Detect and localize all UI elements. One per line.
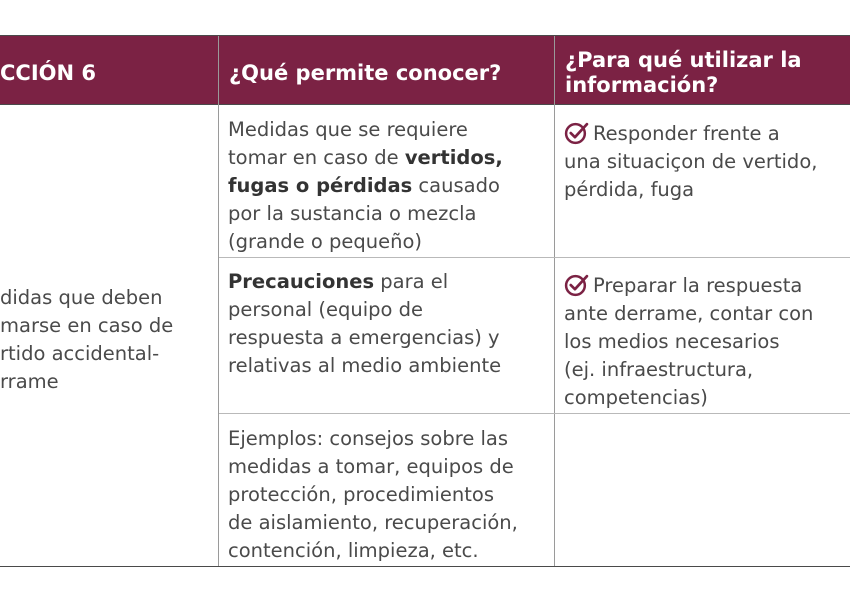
what-cell-line xyxy=(228,172,503,200)
what-cell-line xyxy=(228,481,518,509)
text-segment: de aislamiento, recuperación, xyxy=(228,511,518,534)
what-cell-line xyxy=(228,228,503,256)
what-cell-line xyxy=(228,116,503,144)
header-what-for-label-2: información? xyxy=(565,73,719,97)
text-segment: causado xyxy=(412,174,500,197)
header-what-for-label: ¿Para qué utilizar la xyxy=(565,48,802,72)
left-cell-line: rtido accidental- xyxy=(0,342,160,365)
use-cell-line xyxy=(564,176,817,204)
left-cell-line: rrame xyxy=(0,370,59,393)
use-text: (ej. infraestructura, xyxy=(564,358,754,381)
bold-text: vertidos, xyxy=(404,146,503,169)
text-segment: tomar en caso de xyxy=(228,146,405,169)
what-cell-line xyxy=(228,144,503,172)
text-segment: respuesta a emergencias) y xyxy=(228,326,500,349)
use-text: ante derrame, contar con xyxy=(564,302,814,325)
what-cell-line xyxy=(228,509,518,537)
use-text: una situaciçon de vertido, xyxy=(564,150,818,173)
what-cell-line xyxy=(228,537,518,565)
use-text: Responder frente a xyxy=(593,122,780,145)
use-cell-line xyxy=(564,120,817,148)
use-text: competencias) xyxy=(564,386,708,409)
what-cell-line xyxy=(228,453,518,481)
what-cell-line xyxy=(228,352,501,380)
text-segment: relativas al medio ambiente xyxy=(228,354,502,377)
header-bottom-border xyxy=(0,104,850,105)
text-segment: protección, procedimientos xyxy=(228,483,495,506)
table-bottom-border xyxy=(0,566,850,567)
what-cell-line xyxy=(228,200,503,228)
text-segment: (grande o pequeño) xyxy=(228,230,423,253)
what-cell-line xyxy=(228,268,501,296)
what-cell-line xyxy=(228,324,501,352)
check-circle-icon xyxy=(564,120,589,145)
text-segment: medidas a tomar, equipos de xyxy=(228,455,514,478)
use-cell-line xyxy=(564,328,813,356)
bold-text: fugas o pérdidas xyxy=(228,174,413,197)
left-cell-line: marse en caso de xyxy=(0,314,174,337)
use-text: pérdida, fuga xyxy=(564,178,695,201)
row-divider-2 xyxy=(219,413,850,414)
text-segment: para el xyxy=(374,270,449,293)
use-cell-line xyxy=(564,272,813,300)
text-segment: Ejemplos: consejos sobre las xyxy=(228,427,509,450)
text-segment: por la sustancia o mezcla xyxy=(228,202,477,225)
check-circle-icon xyxy=(564,272,589,297)
left-cell-description xyxy=(0,284,173,396)
text-segment: contención, limpieza, etc. xyxy=(228,539,479,562)
use-cell-line xyxy=(564,384,813,412)
bold-text: Precauciones xyxy=(228,270,375,293)
table-header xyxy=(0,36,850,104)
what-cell xyxy=(228,116,503,256)
what-cell xyxy=(228,425,518,565)
what-cell xyxy=(228,268,501,380)
what-cell-line xyxy=(228,425,518,453)
column-divider-1 xyxy=(218,36,219,567)
text-segment: personal (equipo de xyxy=(228,298,424,321)
use-text: los medios necesarios xyxy=(564,330,780,353)
row-divider-1 xyxy=(219,257,850,258)
use-text: Preparar la respuesta xyxy=(593,274,803,297)
use-cell xyxy=(564,120,817,204)
text-segment: Medidas que se requiere xyxy=(228,118,468,141)
use-cell-line xyxy=(564,300,813,328)
use-cell xyxy=(564,272,813,412)
use-cell-line xyxy=(564,148,817,176)
column-divider-2 xyxy=(554,36,555,567)
left-cell-line: didas que deben xyxy=(0,286,163,309)
header-what-label: ¿Qué permite conocer? xyxy=(229,61,502,85)
what-cell-line xyxy=(228,296,501,324)
header-section-label: CCIÓN 6 xyxy=(0,61,96,85)
use-cell-line xyxy=(564,356,813,384)
